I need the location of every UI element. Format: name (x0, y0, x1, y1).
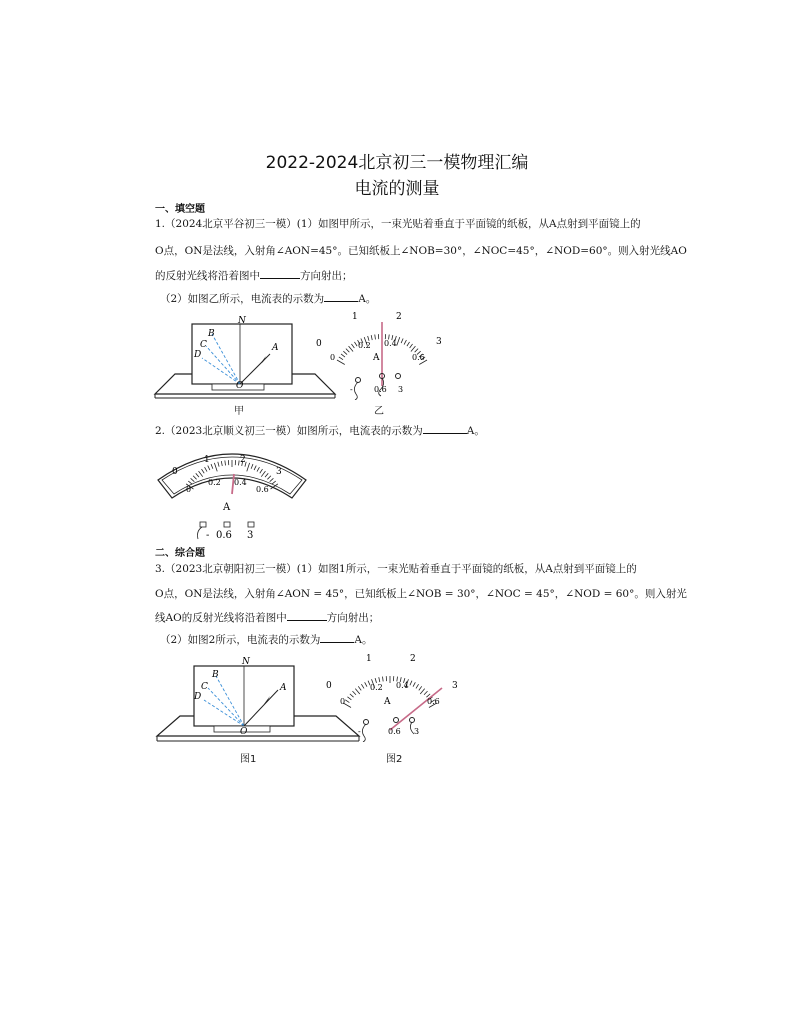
q1-t-minus: - (350, 385, 353, 394)
q3-terminal-minus (364, 720, 369, 725)
scale-tick (420, 689, 424, 694)
scale-tick (365, 682, 367, 686)
q2-bot-0: 0 (186, 485, 192, 494)
q1-line3-a: 的反射光线将沿着图中 (155, 270, 260, 282)
scale-tick (346, 349, 349, 353)
q2-t-06: 0.6 (216, 530, 232, 541)
q1-blank-direction[interactable] (260, 268, 300, 279)
q3-line1: 3.（2023北京朝阳初三一模）(1）如图1所示，一束光贴着垂直于平面镜的纸板，从A点射到平面镜上的 (155, 563, 637, 575)
q3-top-1: 1 (366, 654, 372, 664)
label-O: O (236, 381, 244, 391)
q3-label-N: N (242, 657, 250, 667)
q3-top-2: 2 (410, 654, 416, 664)
q3-line4 (160, 632, 372, 647)
q2-text-b: A。 (466, 425, 485, 437)
q3-line4-b: A。 (354, 634, 373, 646)
label-A: A (272, 343, 279, 353)
scale-tick (401, 338, 403, 343)
q1-bot-04: 0.4 (384, 339, 397, 348)
scale-tick (361, 684, 364, 688)
q1-bot-02: 0.2 (358, 341, 371, 350)
q3-terminal-3 (410, 718, 415, 723)
q3-label-B: B (212, 670, 219, 680)
scale-tick (349, 346, 353, 351)
q1-bot-0: 0 (330, 353, 336, 362)
q3-meter-label: A (384, 697, 391, 707)
q3-terminal-06 (394, 718, 399, 723)
scale-tick (358, 686, 361, 690)
scale-tick (337, 360, 345, 365)
q2-top-2: 2 (240, 455, 246, 465)
q1-blank-reading[interactable] (324, 291, 358, 302)
q3-top-0: 0 (326, 681, 332, 691)
scale-tick (345, 700, 349, 703)
q1-t-06: 0.6 (374, 385, 387, 394)
label-B: B (208, 329, 215, 339)
q1-meter-label: A (373, 353, 380, 363)
q3-line3 (155, 610, 379, 625)
q2-top-0: 0 (172, 467, 178, 477)
scale-tick (415, 349, 418, 353)
q1-line2: O点，ON是法线，入射角∠AON=45°。已知纸板上∠NOB=30°，∠NOC=45°，∠NOD=60°。则入射光线AO (155, 245, 687, 257)
q3-line4-a: （2）如图2所示，电流表的示数为 (160, 634, 321, 646)
q3-blank-reading[interactable] (320, 632, 354, 643)
q1-line3-b: 方向射出； (300, 270, 353, 282)
scale-tick (351, 344, 354, 348)
scale-tick (410, 344, 413, 348)
scale-tick (397, 337, 400, 345)
q3-label-O: O (240, 727, 248, 737)
q3-caption-a: 图1 (240, 754, 257, 765)
q2-terminal-3 (248, 522, 254, 527)
q1-line3 (155, 268, 353, 283)
scale-tick (375, 335, 376, 340)
q3-label-A: A (280, 683, 287, 693)
scale-tick (341, 354, 345, 357)
scale-tick (347, 697, 351, 700)
q3-line3-a: 线AO的反射光线将沿着图中 (155, 612, 287, 624)
scale-tick (352, 691, 355, 695)
q1-line4-b: A。 (358, 293, 377, 305)
q1-top-1: 1 (352, 312, 358, 322)
scale-tick (343, 351, 347, 354)
document-title: 2022-2024北京初三一模物理汇编 (265, 153, 529, 173)
q3-bot-0: 0 (340, 697, 346, 706)
q1-t-3: 3 (398, 385, 404, 394)
scale-tick (355, 689, 359, 694)
label-D: D (194, 350, 202, 360)
q3-bot-06: 0.6 (427, 697, 440, 706)
q1-top-2: 2 (396, 312, 402, 322)
scale-tick (371, 335, 372, 340)
q2-figure-ammeter (152, 438, 312, 542)
q3-blank-direction[interactable] (287, 610, 327, 621)
q3-t-3: 3 (414, 727, 420, 736)
q2-blank-reading[interactable] (423, 423, 467, 434)
scale-tick (407, 342, 410, 346)
q2-t-minus: - (206, 530, 210, 541)
q1-bot-06: 0.6 (412, 353, 425, 362)
scale-tick (354, 342, 357, 346)
q1-figure-ammeter (314, 310, 454, 400)
q2-meter-label: A (223, 502, 231, 513)
q1-figure-mirror (150, 312, 340, 404)
scale-tick (382, 677, 383, 682)
q3-bot-04: 0.4 (396, 681, 409, 690)
q2-text-a: 2.（2023北京顺义初三一模）如图所示，电流表的示数为 (155, 425, 423, 437)
q3-top-3: 3 (452, 681, 458, 691)
q2-terminal-minus (200, 522, 206, 527)
scale-tick (416, 684, 419, 688)
document-subtitle: 电流的测量 (354, 179, 440, 199)
q1-line1: 1.（2024北京平谷初三一模）(1）如图甲所示，一束光贴着垂直于平面镜的纸板，从A点射到平面镜上的 (155, 218, 641, 230)
q3-pointer (390, 688, 442, 730)
scale-tick (410, 681, 412, 686)
q1-top-0: 0 (316, 339, 322, 349)
q2-bot-06: 0.6 (256, 485, 269, 494)
q1-terminal-3 (396, 374, 401, 379)
q1-line4-a: （2）如图乙所示，电流表的示数为 (160, 293, 325, 305)
q3-label-D: D (194, 692, 202, 702)
label-C: C (200, 340, 207, 350)
section-fill: 一、填空题 (155, 204, 205, 215)
q3-caption-b: 图2 (386, 754, 403, 765)
section-comprehensive: 二、综合题 (155, 548, 205, 559)
scale-tick (379, 677, 380, 682)
q3-figure-ammeter (324, 650, 464, 742)
scale-tick (411, 346, 415, 351)
label-N: N (238, 316, 246, 326)
q2-line (155, 423, 485, 438)
q2-top-1: 1 (204, 455, 210, 465)
q1-top-3: 3 (436, 337, 442, 347)
scale-tick (350, 694, 354, 697)
q2-top-3: 3 (276, 467, 282, 477)
q1-terminal-minus (356, 378, 361, 383)
q1-caption-a: 甲 (234, 406, 244, 417)
scale-tick (419, 686, 422, 690)
scale-tick (413, 682, 415, 686)
q3-line2: O点，ON是法线，入射角∠AON = 45°，已知纸板上∠NOB = 30°，∠NOC = 45°，∠NOD = 60°。则入射光 (155, 588, 687, 600)
scale-tick (339, 357, 343, 360)
q2-bot-04: 0.4 (234, 478, 247, 487)
q2-bot-02: 0.2 (208, 478, 221, 487)
q1-line4 (160, 291, 376, 306)
q3-bot-02: 0.2 (370, 683, 383, 692)
scale-tick (424, 691, 427, 695)
q3-label-C: C (201, 682, 208, 692)
q3-line3-b: 方向射出； (326, 612, 380, 624)
q3-t-minus: - (358, 727, 361, 736)
scale-tick (404, 340, 406, 344)
q2-t-3: 3 (247, 530, 254, 541)
q1-caption-b: 乙 (374, 406, 384, 417)
q2-terminal-06 (224, 522, 230, 527)
q3-t-06: 0.6 (388, 727, 401, 736)
